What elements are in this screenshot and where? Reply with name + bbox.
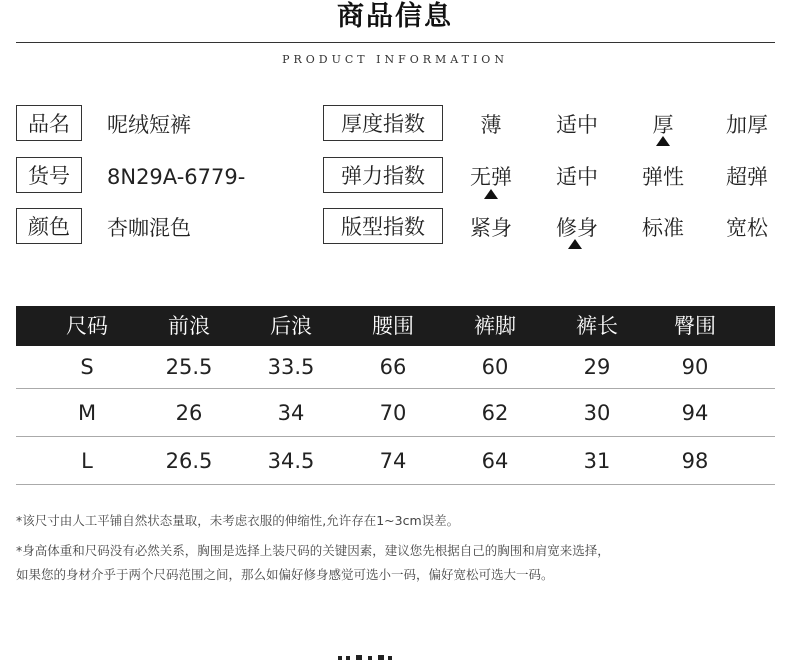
table-header-waist: 腰围	[372, 314, 414, 338]
table-header-back-rise: 后浪	[270, 314, 312, 338]
table-cell: 94	[681, 401, 709, 425]
elasticity-option-none: 无弹	[470, 165, 512, 189]
table-cell: 90	[681, 355, 709, 379]
table-cell: 64	[481, 449, 509, 473]
thickness-option-thick: 厚	[652, 113, 674, 137]
thickness-selected-marker-icon	[656, 136, 670, 146]
thickness-option-medium: 适中	[556, 113, 598, 137]
fit-index-label: 版型指数	[323, 208, 443, 244]
cropped-heading-fragment	[338, 655, 392, 660]
table-header-leg-opening: 裤脚	[474, 314, 516, 338]
name-value: 呢绒短裤	[107, 113, 191, 137]
fit-option-standard: 标准	[642, 216, 684, 240]
sku-label: 货号	[16, 157, 82, 193]
table-cell: 25.5	[165, 355, 213, 379]
table-header-front-rise: 前浪	[168, 314, 210, 338]
page-subtitle: PRODUCT INFORMATION	[282, 53, 508, 66]
table-cell: 62	[481, 401, 509, 425]
fit-option-slim: 修身	[556, 216, 598, 240]
table-row-divider	[16, 436, 775, 437]
table-header-size: 尺码	[66, 314, 108, 338]
table-cell: 70	[379, 401, 407, 425]
table-cell: 34	[277, 401, 305, 425]
table-cell: 33.5	[267, 355, 315, 379]
table-cell: 60	[481, 355, 509, 379]
thickness-option-thin: 薄	[480, 113, 502, 137]
measurement-note: *该尺寸由人工平铺自然状态量取，未考虑衣服的伸缩性,允许存在1~3cm误差。	[16, 513, 460, 528]
fit-option-loose: 宽松	[726, 216, 768, 240]
table-cell: 31	[583, 449, 611, 473]
elasticity-index-label: 弹力指数	[323, 157, 443, 193]
table-cell: M	[77, 401, 97, 425]
elasticity-option-elastic: 弹性	[642, 165, 684, 189]
size-advice-note: *身高体重和尺码没有必然关系，胸围是选择上装尺码的关键因素，建议您先根据自己的胸围和肩宽来选择，	[16, 543, 610, 558]
table-header-hip: 臀围	[674, 314, 716, 338]
table-row-divider	[16, 388, 775, 389]
table-cell: 26	[175, 401, 203, 425]
elasticity-option-medium: 适中	[556, 165, 598, 189]
fit-selected-marker-icon	[568, 239, 582, 249]
elasticity-option-super: 超弹	[726, 165, 768, 189]
table-row-divider	[16, 484, 775, 485]
table-cell: L	[81, 449, 93, 473]
color-label: 颜色	[16, 208, 82, 244]
name-label: 品名	[16, 105, 82, 141]
table-cell: 29	[583, 355, 611, 379]
table-cell: 74	[379, 449, 407, 473]
table-cell: 26.5	[165, 449, 213, 473]
table-cell: 34.5	[267, 449, 315, 473]
sku-value: 8N29A-6779-	[107, 165, 246, 189]
table-header-length: 裤长	[576, 314, 618, 338]
thickness-index-label: 厚度指数	[323, 105, 443, 141]
table-cell: S	[80, 355, 94, 379]
table-cell: 98	[681, 449, 709, 473]
color-value: 杏咖混色	[107, 216, 191, 240]
title-divider	[16, 42, 775, 43]
fit-option-tight: 紧身	[470, 216, 512, 240]
elasticity-selected-marker-icon	[484, 189, 498, 199]
page-title: 商品信息	[337, 1, 453, 32]
thickness-option-extra-thick: 加厚	[726, 113, 768, 137]
table-cell: 66	[379, 355, 407, 379]
size-advice-note-continued: 如果您的身材介乎于两个尺码范围之间，那么如偏好修身感觉可选小一码，偏好宽松可选大一码。	[16, 567, 554, 582]
table-cell: 30	[583, 401, 611, 425]
